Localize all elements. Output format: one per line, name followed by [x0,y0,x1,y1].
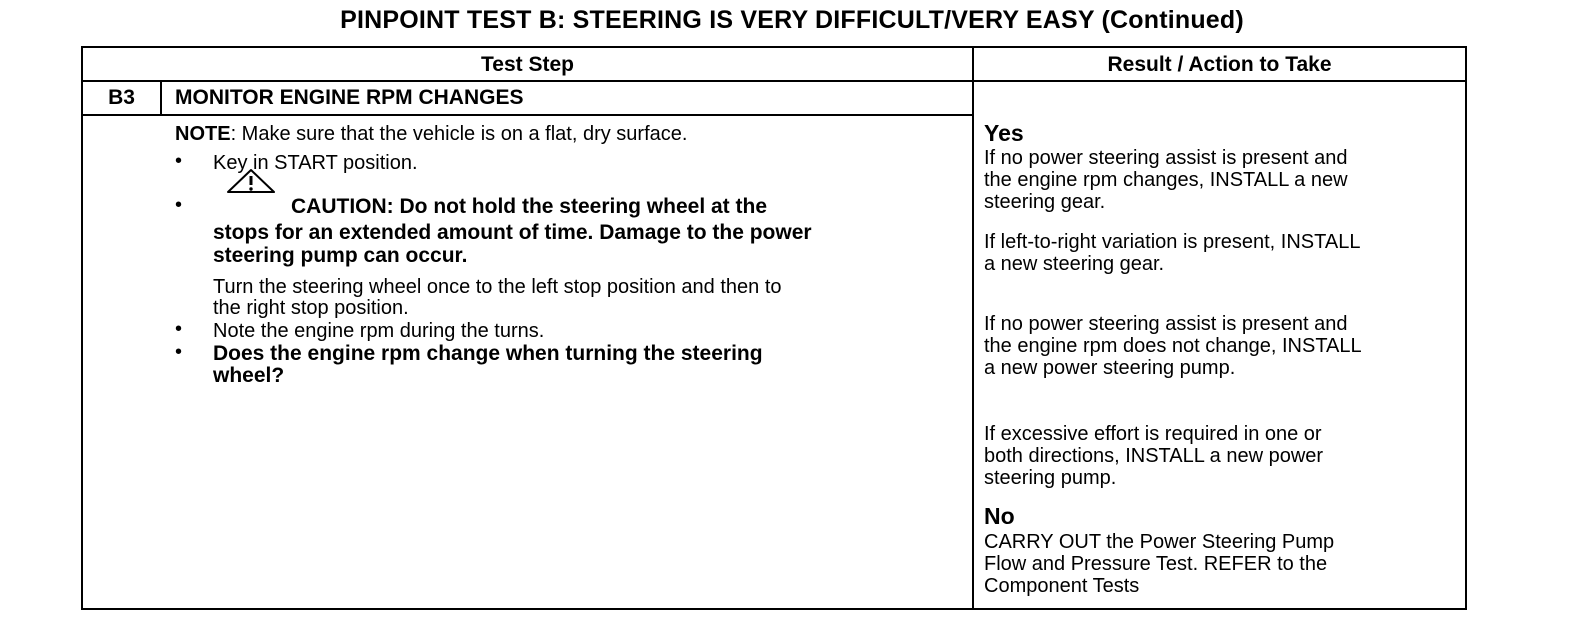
result-no-label: No [984,503,1015,529]
caution-text-line-3: steering pump can occur. [213,244,468,267]
result-yes-1-line-1: If no power steering assist is present and [984,147,1348,169]
result-no-line-2: Flow and Pressure Test. REFER to the [984,553,1328,575]
page-title: PINPOINT TEST B: STEERING IS VERY DIFFICULT/VERY EASY (Continued) [340,6,1244,34]
step-question-line-2: wheel? [213,364,285,387]
caution-text-line-2: stops for an extended amount of time. Damage to the power [213,221,812,244]
step-bullet-key-start: Key in START position. [213,152,418,174]
step-id-divider [160,80,162,114]
turn-instruction-line-2: the right stop position. [213,297,409,319]
result-no-line-1: CARRY OUT the Power Steering Pump [984,531,1335,553]
bullet-icon: • [175,341,183,363]
turn-instruction-line-1: Turn the steering wheel once to the left stop position and then to [213,276,782,298]
header-test-step: Test Step [481,53,574,76]
result-yes-2-line-2: a new steering gear. [984,253,1165,275]
result-yes-4-line-3: steering pump. [984,467,1117,489]
bullet-icon: • [175,194,183,216]
result-yes-4-line-2: both directions, INSTALL a new power [984,445,1324,467]
result-yes-label: Yes [984,120,1024,146]
result-no-line-3: Component Tests [984,575,1140,597]
note-text: : Make sure that the vehicle is on a flat, dry surface. [230,123,688,145]
result-yes-2-line-1: If left-to-right variation is present, INSTALL [984,231,1361,253]
bullet-icon: • [175,150,183,172]
warning-triangle-icon [225,168,277,194]
step-title: MONITOR ENGINE RPM CHANGES [175,86,524,109]
bullet-icon: • [175,318,183,340]
step-title-divider [83,114,972,116]
result-yes-1-line-3: steering gear. [984,191,1106,213]
step-bullet-note-rpm: Note the engine rpm during the turns. [213,320,545,342]
step-id: B3 [108,86,135,109]
pinpoint-test-table [81,46,1467,610]
caution-text-line-1: CAUTION: Do not hold the steering wheel at the [291,195,768,218]
note-label: NOTE [175,123,231,145]
result-yes-1-line-2: the engine rpm changes, INSTALL a new [984,169,1348,191]
step-question-line-1: Does the engine rpm change when turning the steering [213,342,763,365]
column-divider [972,48,974,608]
result-yes-4-line-1: If excessive effort is required in one or [984,423,1322,445]
result-yes-3-line-3: a new power steering pump. [984,357,1236,379]
header-result-action: Result / Action to Take [1107,53,1332,76]
result-yes-3-line-1: If no power steering assist is present and [984,313,1348,335]
step-note [175,123,687,145]
result-yes-3-line-2: the engine rpm does not change, INSTALL [984,335,1362,357]
